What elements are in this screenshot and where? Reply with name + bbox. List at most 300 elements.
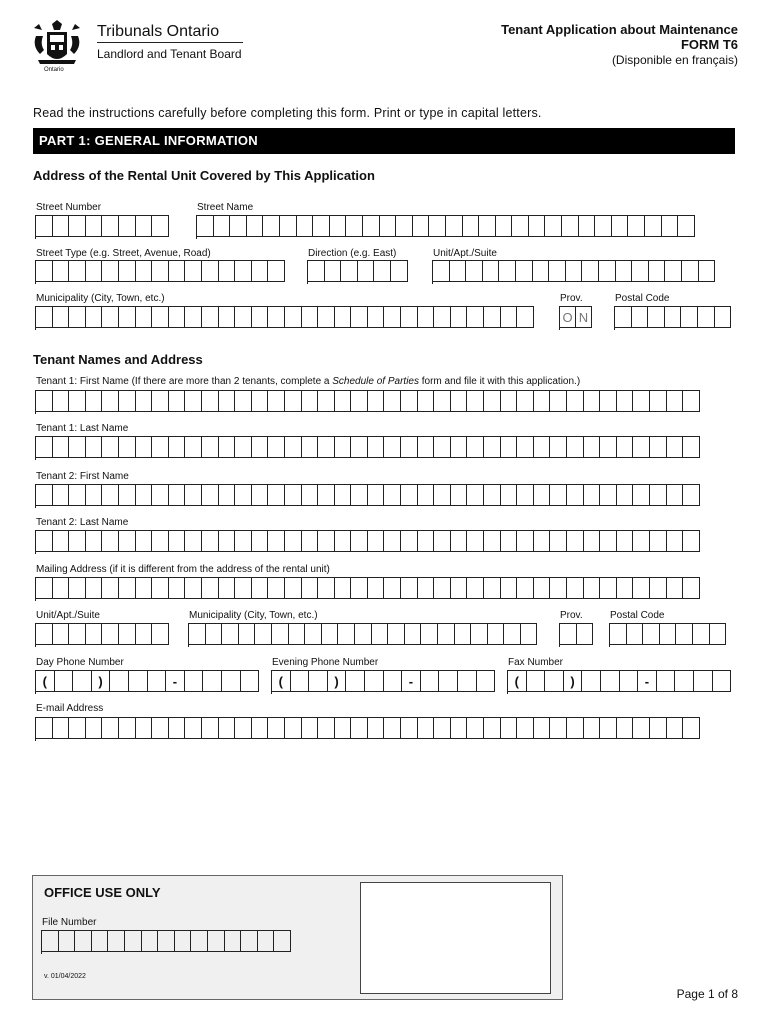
char-box[interactable]	[517, 306, 534, 328]
char-box[interactable]	[36, 623, 53, 645]
char-box[interactable]	[617, 436, 634, 458]
char-box[interactable]	[368, 484, 385, 506]
char-box[interactable]	[136, 390, 153, 412]
char-box[interactable]	[152, 306, 169, 328]
char-box[interactable]	[241, 930, 258, 952]
char-box[interactable]	[219, 390, 236, 412]
char-box[interactable]	[69, 623, 86, 645]
char-box[interactable]	[380, 215, 397, 237]
char-box[interactable]	[633, 436, 650, 458]
char-box[interactable]	[451, 436, 468, 458]
char-box[interactable]	[169, 390, 186, 412]
char-box[interactable]	[136, 306, 153, 328]
char-box[interactable]	[318, 530, 335, 552]
char-box[interactable]	[136, 484, 153, 506]
char-box[interactable]	[285, 436, 302, 458]
char-box[interactable]	[152, 436, 169, 458]
char-box[interactable]	[374, 260, 391, 282]
char-box[interactable]	[501, 717, 518, 739]
char-box[interactable]	[384, 390, 401, 412]
char-box[interactable]	[534, 436, 551, 458]
char-box[interactable]	[86, 530, 103, 552]
char-box[interactable]	[698, 306, 715, 328]
char-box[interactable]	[202, 260, 219, 282]
char-box[interactable]	[610, 623, 627, 645]
char-box[interactable]	[451, 306, 468, 328]
char-box[interactable]	[451, 484, 468, 506]
char-box[interactable]	[501, 306, 518, 328]
char-box[interactable]	[645, 215, 662, 237]
mailing-field[interactable]	[35, 577, 700, 601]
char-box[interactable]	[302, 530, 319, 552]
char-box[interactable]	[152, 390, 169, 412]
char-box[interactable]	[434, 530, 451, 552]
char-box[interactable]	[517, 436, 534, 458]
phone-digit-box[interactable]	[129, 670, 148, 692]
char-box[interactable]	[715, 306, 732, 328]
char-box[interactable]	[665, 306, 682, 328]
char-box[interactable]	[185, 306, 202, 328]
char-box[interactable]	[550, 530, 567, 552]
char-box[interactable]	[584, 390, 601, 412]
char-box[interactable]	[660, 623, 677, 645]
municipality2-field[interactable]	[188, 623, 537, 647]
tenant2-last-field[interactable]	[35, 530, 700, 554]
tenant1-last-field[interactable]	[35, 436, 700, 460]
char-box[interactable]	[467, 390, 484, 412]
phone-digit-box[interactable]	[55, 670, 74, 692]
char-box[interactable]	[451, 390, 468, 412]
char-box[interactable]	[69, 390, 86, 412]
phone-digit-box[interactable]	[675, 670, 694, 692]
phone-digit-box[interactable]	[657, 670, 676, 692]
char-box[interactable]	[268, 390, 285, 412]
char-box[interactable]	[584, 717, 601, 739]
char-box[interactable]	[545, 215, 562, 237]
char-box[interactable]	[152, 717, 169, 739]
phone-digit-box[interactable]	[713, 670, 732, 692]
char-box[interactable]	[512, 215, 529, 237]
char-box[interactable]	[136, 577, 153, 599]
char-box[interactable]	[550, 390, 567, 412]
char-box[interactable]	[69, 577, 86, 599]
char-box[interactable]	[36, 436, 53, 458]
char-box[interactable]	[405, 623, 422, 645]
char-box[interactable]	[235, 306, 252, 328]
char-box[interactable]	[102, 215, 119, 237]
char-box[interactable]	[600, 436, 617, 458]
char-box[interactable]	[119, 530, 136, 552]
char-box[interactable]	[396, 215, 413, 237]
char-box[interactable]	[305, 623, 322, 645]
char-box[interactable]	[617, 717, 634, 739]
char-box[interactable]	[648, 306, 665, 328]
char-box[interactable]	[434, 306, 451, 328]
unit2-field[interactable]	[35, 623, 169, 647]
char-box[interactable]	[534, 390, 551, 412]
char-box[interactable]	[681, 306, 698, 328]
char-box[interactable]	[252, 530, 269, 552]
char-box[interactable]	[617, 484, 634, 506]
tenant2-first-field[interactable]	[35, 484, 700, 508]
phone-digit-box[interactable]	[439, 670, 458, 692]
char-box[interactable]	[650, 436, 667, 458]
char-box[interactable]	[142, 930, 159, 952]
char-box[interactable]	[418, 484, 435, 506]
char-box[interactable]	[516, 260, 533, 282]
char-box[interactable]	[136, 717, 153, 739]
char-box[interactable]	[471, 623, 488, 645]
char-box[interactable]	[285, 484, 302, 506]
char-box[interactable]	[368, 436, 385, 458]
char-box[interactable]	[650, 390, 667, 412]
char-box[interactable]	[119, 306, 136, 328]
phone-digit-box[interactable]	[148, 670, 167, 692]
char-box[interactable]	[579, 215, 596, 237]
char-box[interactable]	[600, 577, 617, 599]
char-box[interactable]	[36, 306, 53, 328]
char-box[interactable]	[517, 717, 534, 739]
char-box[interactable]	[351, 306, 368, 328]
char-box[interactable]	[219, 436, 236, 458]
char-box[interactable]	[86, 717, 103, 739]
char-box[interactable]	[318, 577, 335, 599]
char-box[interactable]	[438, 623, 455, 645]
char-box[interactable]	[429, 215, 446, 237]
char-box[interactable]	[627, 623, 644, 645]
char-box[interactable]	[318, 390, 335, 412]
file-number-field[interactable]	[41, 930, 291, 954]
char-box[interactable]	[252, 260, 269, 282]
char-box[interactable]	[53, 623, 70, 645]
char-box[interactable]	[86, 390, 103, 412]
char-box[interactable]	[53, 436, 70, 458]
char-box[interactable]	[434, 577, 451, 599]
char-box[interactable]	[325, 260, 342, 282]
street-name-field[interactable]	[196, 215, 695, 239]
char-box[interactable]	[368, 717, 385, 739]
char-box[interactable]	[285, 390, 302, 412]
char-box[interactable]	[202, 717, 219, 739]
evening-phone-field[interactable]	[271, 670, 495, 694]
char-box[interactable]	[252, 306, 269, 328]
char-box[interactable]	[683, 436, 700, 458]
char-box[interactable]	[355, 623, 372, 645]
char-box[interactable]	[302, 306, 319, 328]
phone-digit-box[interactable]	[241, 670, 260, 692]
char-box[interactable]	[401, 717, 418, 739]
char-box[interactable]	[683, 390, 700, 412]
char-box[interactable]	[169, 260, 186, 282]
char-box[interactable]	[595, 215, 612, 237]
char-box[interactable]	[258, 930, 275, 952]
char-box[interactable]	[504, 623, 521, 645]
char-box[interactable]	[335, 717, 352, 739]
char-box[interactable]	[225, 930, 242, 952]
char-box[interactable]	[318, 306, 335, 328]
char-box[interactable]	[612, 215, 629, 237]
char-box[interactable]	[372, 623, 389, 645]
phone-digit-box[interactable]	[477, 670, 496, 692]
char-box[interactable]	[584, 484, 601, 506]
char-box[interactable]	[401, 530, 418, 552]
char-box[interactable]	[667, 530, 684, 552]
char-box[interactable]	[434, 484, 451, 506]
char-box[interactable]	[346, 215, 363, 237]
char-box[interactable]	[86, 215, 103, 237]
char-box[interactable]	[330, 215, 347, 237]
char-box[interactable]	[433, 260, 450, 282]
char-box[interactable]	[384, 306, 401, 328]
char-box[interactable]	[391, 260, 408, 282]
char-box[interactable]	[69, 717, 86, 739]
char-box[interactable]	[617, 530, 634, 552]
char-box[interactable]	[451, 717, 468, 739]
char-box[interactable]	[650, 717, 667, 739]
char-box[interactable]	[418, 717, 435, 739]
char-box[interactable]	[53, 390, 70, 412]
char-box[interactable]	[388, 623, 405, 645]
char-box[interactable]	[418, 390, 435, 412]
char-box[interactable]	[255, 623, 272, 645]
char-box[interactable]	[36, 484, 53, 506]
char-box[interactable]	[202, 436, 219, 458]
char-box[interactable]	[501, 390, 518, 412]
char-box[interactable]	[263, 215, 280, 237]
char-box[interactable]	[53, 717, 70, 739]
char-box[interactable]	[534, 484, 551, 506]
char-box[interactable]	[632, 306, 649, 328]
char-box[interactable]	[368, 530, 385, 552]
char-box[interactable]	[650, 484, 667, 506]
char-box[interactable]	[633, 484, 650, 506]
char-box[interactable]	[335, 436, 352, 458]
char-box[interactable]	[235, 577, 252, 599]
char-box[interactable]	[683, 577, 700, 599]
char-box[interactable]	[418, 436, 435, 458]
char-box[interactable]	[710, 623, 727, 645]
phone-digit-box[interactable]	[365, 670, 384, 692]
char-box[interactable]	[517, 530, 534, 552]
char-box[interactable]	[534, 577, 551, 599]
phone-digit-box[interactable]	[458, 670, 477, 692]
char-box[interactable]	[280, 215, 297, 237]
char-box[interactable]	[53, 530, 70, 552]
char-box[interactable]	[566, 260, 583, 282]
char-box[interactable]	[102, 577, 119, 599]
char-box[interactable]	[268, 484, 285, 506]
char-box[interactable]	[517, 390, 534, 412]
char-box[interactable]	[484, 530, 501, 552]
char-box[interactable]	[351, 436, 368, 458]
char-box[interactable]	[322, 623, 339, 645]
char-box[interactable]	[550, 717, 567, 739]
char-box[interactable]	[466, 260, 483, 282]
char-box[interactable]	[125, 930, 142, 952]
char-box[interactable]	[560, 623, 577, 645]
char-box[interactable]	[567, 390, 584, 412]
char-box[interactable]	[549, 260, 566, 282]
char-box[interactable]	[633, 577, 650, 599]
char-box[interactable]	[633, 530, 650, 552]
char-box[interactable]	[185, 436, 202, 458]
char-box[interactable]	[358, 260, 375, 282]
street-type-field[interactable]	[35, 260, 285, 284]
char-box[interactable]	[501, 577, 518, 599]
char-box[interactable]	[208, 930, 225, 952]
fax-field[interactable]	[507, 670, 731, 694]
char-box[interactable]	[158, 930, 175, 952]
char-box[interactable]	[230, 215, 247, 237]
street-number-field[interactable]	[35, 215, 169, 239]
char-box[interactable]	[600, 484, 617, 506]
char-box[interactable]	[202, 390, 219, 412]
char-box[interactable]	[268, 306, 285, 328]
email-field[interactable]	[35, 717, 700, 741]
char-box[interactable]	[682, 260, 699, 282]
char-box[interactable]	[268, 436, 285, 458]
char-box[interactable]	[434, 717, 451, 739]
char-box[interactable]	[102, 717, 119, 739]
phone-digit-box[interactable]	[222, 670, 241, 692]
char-box[interactable]	[479, 215, 496, 237]
char-box[interactable]	[53, 577, 70, 599]
char-box[interactable]	[467, 577, 484, 599]
char-box[interactable]	[136, 530, 153, 552]
day-phone-field[interactable]	[35, 670, 259, 694]
char-box[interactable]	[235, 484, 252, 506]
char-box[interactable]	[285, 577, 302, 599]
char-box[interactable]	[152, 623, 169, 645]
char-box[interactable]	[191, 930, 208, 952]
char-box[interactable]	[451, 530, 468, 552]
char-box[interactable]	[401, 577, 418, 599]
char-box[interactable]	[152, 577, 169, 599]
char-box[interactable]	[119, 436, 136, 458]
char-box[interactable]	[335, 530, 352, 552]
char-box[interactable]	[418, 577, 435, 599]
char-box[interactable]	[102, 530, 119, 552]
char-box[interactable]	[463, 215, 480, 237]
char-box[interactable]	[235, 390, 252, 412]
char-box[interactable]	[268, 717, 285, 739]
char-box[interactable]	[302, 436, 319, 458]
phone-digit-box[interactable]	[309, 670, 328, 692]
char-box[interactable]	[197, 215, 214, 237]
char-box[interactable]	[467, 484, 484, 506]
char-box[interactable]	[42, 930, 59, 952]
phone-digit-box[interactable]	[527, 670, 546, 692]
char-box[interactable]	[683, 717, 700, 739]
char-box[interactable]	[484, 436, 501, 458]
char-box[interactable]	[665, 260, 682, 282]
char-box[interactable]	[667, 436, 684, 458]
char-box[interactable]	[517, 484, 534, 506]
char-box[interactable]	[169, 577, 186, 599]
char-box[interactable]	[501, 484, 518, 506]
char-box[interactable]	[119, 390, 136, 412]
char-box[interactable]	[650, 577, 667, 599]
char-box[interactable]	[152, 260, 169, 282]
char-box[interactable]	[53, 215, 70, 237]
char-box[interactable]	[285, 530, 302, 552]
char-box[interactable]	[401, 306, 418, 328]
char-box[interactable]	[483, 260, 500, 282]
char-box[interactable]	[467, 306, 484, 328]
char-box[interactable]	[401, 390, 418, 412]
char-box[interactable]	[169, 484, 186, 506]
char-box[interactable]	[633, 717, 650, 739]
char-box[interactable]	[86, 306, 103, 328]
char-box[interactable]	[335, 306, 352, 328]
char-box[interactable]	[368, 390, 385, 412]
char-box[interactable]	[69, 306, 86, 328]
char-box[interactable]	[384, 577, 401, 599]
char-box[interactable]	[102, 436, 119, 458]
char-box[interactable]	[86, 436, 103, 458]
char-box[interactable]	[434, 436, 451, 458]
char-box[interactable]	[185, 390, 202, 412]
char-box[interactable]	[302, 577, 319, 599]
char-box[interactable]	[219, 717, 236, 739]
phone-digit-box[interactable]	[421, 670, 440, 692]
char-box[interactable]	[69, 484, 86, 506]
char-box[interactable]	[351, 530, 368, 552]
char-box[interactable]	[119, 215, 136, 237]
char-box[interactable]	[467, 530, 484, 552]
char-box[interactable]	[185, 577, 202, 599]
char-box[interactable]	[247, 215, 264, 237]
phone-digit-box[interactable]	[346, 670, 365, 692]
char-box[interactable]	[268, 530, 285, 552]
char-box[interactable]	[582, 260, 599, 282]
char-box[interactable]	[185, 260, 202, 282]
char-box[interactable]	[136, 260, 153, 282]
char-box[interactable]	[69, 530, 86, 552]
char-box[interactable]	[235, 436, 252, 458]
char-box[interactable]	[69, 436, 86, 458]
char-box[interactable]	[202, 306, 219, 328]
char-box[interactable]	[119, 623, 136, 645]
postal2-field[interactable]	[609, 623, 726, 647]
char-box[interactable]	[517, 577, 534, 599]
char-box[interactable]	[699, 260, 716, 282]
char-box[interactable]	[667, 577, 684, 599]
char-box[interactable]	[351, 390, 368, 412]
char-box[interactable]	[550, 484, 567, 506]
municipality-field[interactable]	[35, 306, 534, 330]
char-box[interactable]	[667, 390, 684, 412]
char-box[interactable]	[501, 530, 518, 552]
char-box[interactable]	[467, 436, 484, 458]
char-box[interactable]	[59, 930, 76, 952]
phone-digit-box[interactable]	[185, 670, 204, 692]
char-box[interactable]	[297, 215, 314, 237]
char-box[interactable]	[467, 717, 484, 739]
char-box[interactable]	[567, 484, 584, 506]
char-box[interactable]	[268, 577, 285, 599]
char-box[interactable]	[202, 484, 219, 506]
unit-field[interactable]	[432, 260, 715, 284]
char-box[interactable]	[676, 623, 693, 645]
phone-digit-box[interactable]	[694, 670, 713, 692]
char-box[interactable]	[318, 484, 335, 506]
char-box[interactable]	[252, 577, 269, 599]
char-box[interactable]	[119, 260, 136, 282]
char-box[interactable]	[351, 717, 368, 739]
char-box[interactable]	[302, 717, 319, 739]
char-box[interactable]	[484, 717, 501, 739]
